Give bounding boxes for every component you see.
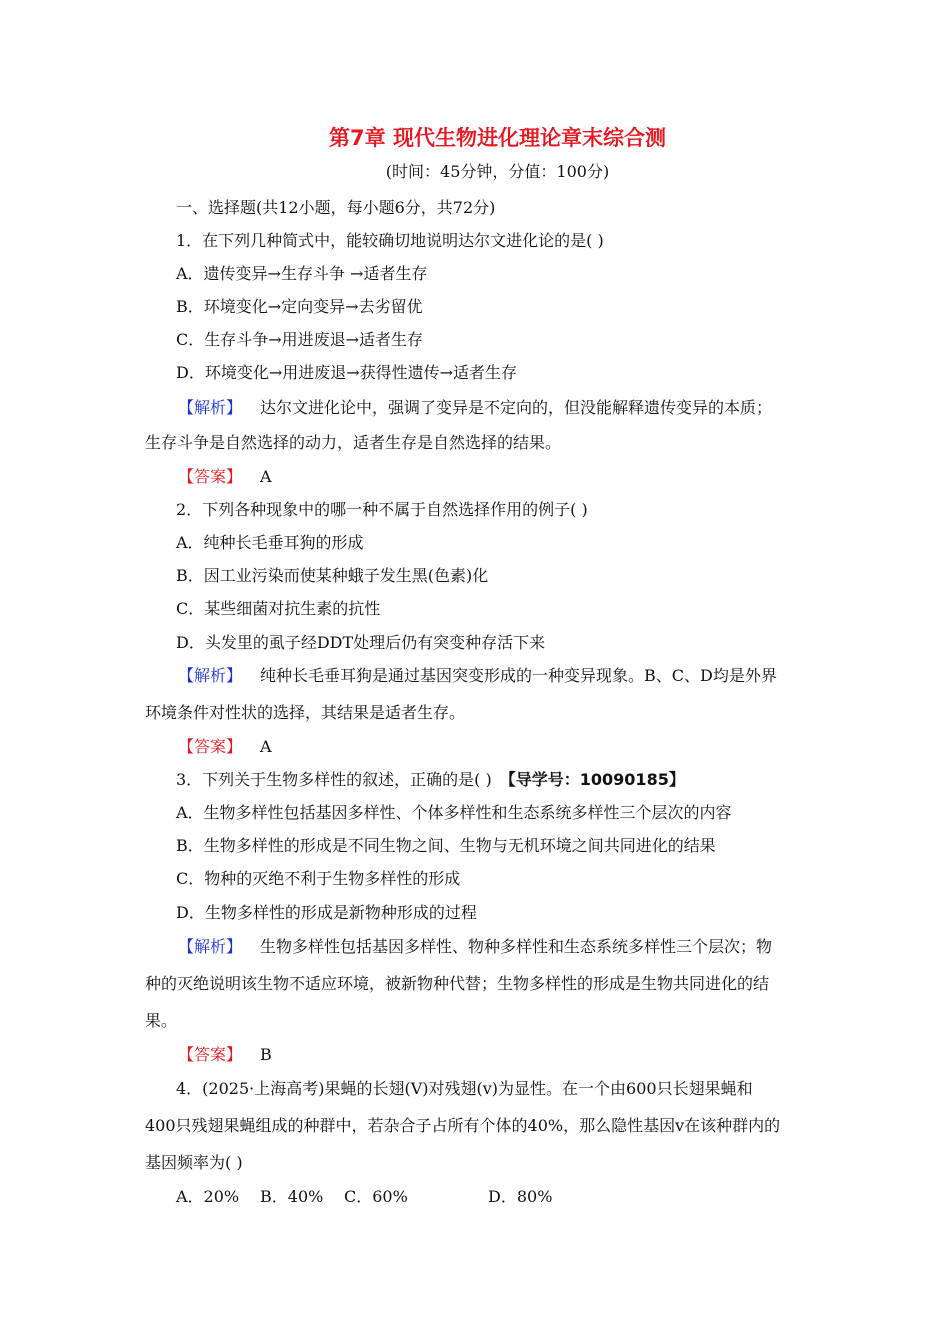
q2-answer [178, 737, 272, 757]
analysis-label: 【解析】 [178, 666, 243, 685]
analysis-label: 【解析】 [178, 398, 243, 417]
q2-analysis-text: 纯种长毛垂耳狗是通过基因突变形成的一种变异现象。B、C、D均是外界 [260, 666, 777, 685]
q1-answer-value: A [260, 467, 272, 486]
q2-analysis-cont: 环境条件对性状的选择，其结果是适者生存。 [145, 703, 466, 722]
q4-stem-cont-2: 基因频率为( ) [145, 1153, 243, 1172]
page-title: 第7章 现代生物进化理论章末综合测 [329, 126, 666, 150]
analysis-label: 【解析】 [178, 937, 243, 956]
q1-option-a: A．遗传变异→生存斗争 →适者生存 [176, 264, 428, 283]
q4-option-a: A．20% [176, 1187, 240, 1206]
q2-answer-value: A [260, 737, 272, 756]
q3-option-d: D．生物多样性的形成是新物种形成的过程 [176, 903, 477, 922]
q4-option-b: B．40% [260, 1187, 324, 1206]
q1-option-c: C．生存斗争→用进废退→适者生存 [176, 330, 424, 349]
q3-analysis-cont-1: 种的灭绝说明该生物不适应环境，被新物种代替；生物多样性的形成是生物共同进化的结 [145, 974, 770, 993]
q2-analysis [178, 666, 777, 686]
q1-answer [178, 467, 272, 487]
q3-stem [176, 770, 685, 790]
q4-option-d: D．80% [488, 1187, 553, 1206]
q3-analysis-cont-2: 果。 [145, 1011, 178, 1030]
q2-stem: 2．下列各种现象中的哪一种不属于自然选择作用的例子( ) [176, 500, 588, 519]
q3-option-c: C．物种的灭绝不利于生物多样性的形成 [176, 869, 461, 888]
q1-analysis-cont: 生存斗争是自然选择的动力，适者生存是自然选择的结果。 [145, 433, 562, 452]
q4-option-c: C．60% [344, 1187, 408, 1206]
q3-analysis [178, 937, 772, 957]
q2-option-c: C．某些细菌对抗生素的抗性 [176, 599, 381, 618]
q4-stem-cont-1: 400只残翅果蝇组成的种群中，若杂合子占所有个体的40%，那么隐性基因v在该种群内的 [145, 1116, 781, 1135]
q4-options [176, 1187, 552, 1207]
q3-stem-text: 3．下列关于生物多样性的叙述，正确的是( ) [176, 770, 492, 789]
q1-stem: 1．在下列几种简式中，能较确切地说明达尔文进化论的是( ) [176, 231, 604, 250]
q3-option-a: A．生物多样性包括基因多样性、个体多样性和生态系统多样性三个层次的内容 [176, 803, 732, 822]
answer-label: 【答案】 [178, 1045, 243, 1064]
exam-info: (时间：45分钟，分值：100分) [385, 162, 610, 181]
q3-option-b: B．生物多样性的形成是不同生物之间、生物与无机环境之间共同进化的结果 [176, 836, 716, 855]
q1-analysis-text: 达尔文进化论中，强调了变异是不定向的，但没能解释遗传变异的本质； [260, 398, 773, 417]
q2-option-b: B．因工业污染而使某种蛾子发生黑(色素)化 [176, 566, 489, 585]
q1-option-d: D．环境变化→用进废退→获得性遗传→适者生存 [176, 363, 518, 382]
q3-reference: 【导学号：10090185】 [499, 770, 685, 789]
q4-stem: 4．(2025·上海高考)果蝇的长翅(V)对残翅(v)为显性。在一个由600只长翅果蝇和 [176, 1079, 753, 1098]
q1-option-b: B．环境变化→定向变异→去劣留优 [176, 297, 423, 316]
section-heading: 一、选择题(共12小题，每小题6分，共72分) [176, 198, 496, 217]
q2-option-a: A．纯种长毛垂耳狗的形成 [176, 533, 364, 552]
q3-analysis-text: 生物多样性包括基因多样性、物种多样性和生态系统多样性三个层次；物 [260, 937, 773, 956]
q1-analysis [178, 398, 772, 418]
q3-answer-value: B [260, 1045, 272, 1064]
answer-label: 【答案】 [178, 467, 243, 486]
q3-answer [178, 1045, 272, 1065]
answer-label: 【答案】 [178, 737, 243, 756]
q2-option-d: D．头发里的虱子经DDT处理后仍有突变种存活下来 [176, 633, 546, 652]
